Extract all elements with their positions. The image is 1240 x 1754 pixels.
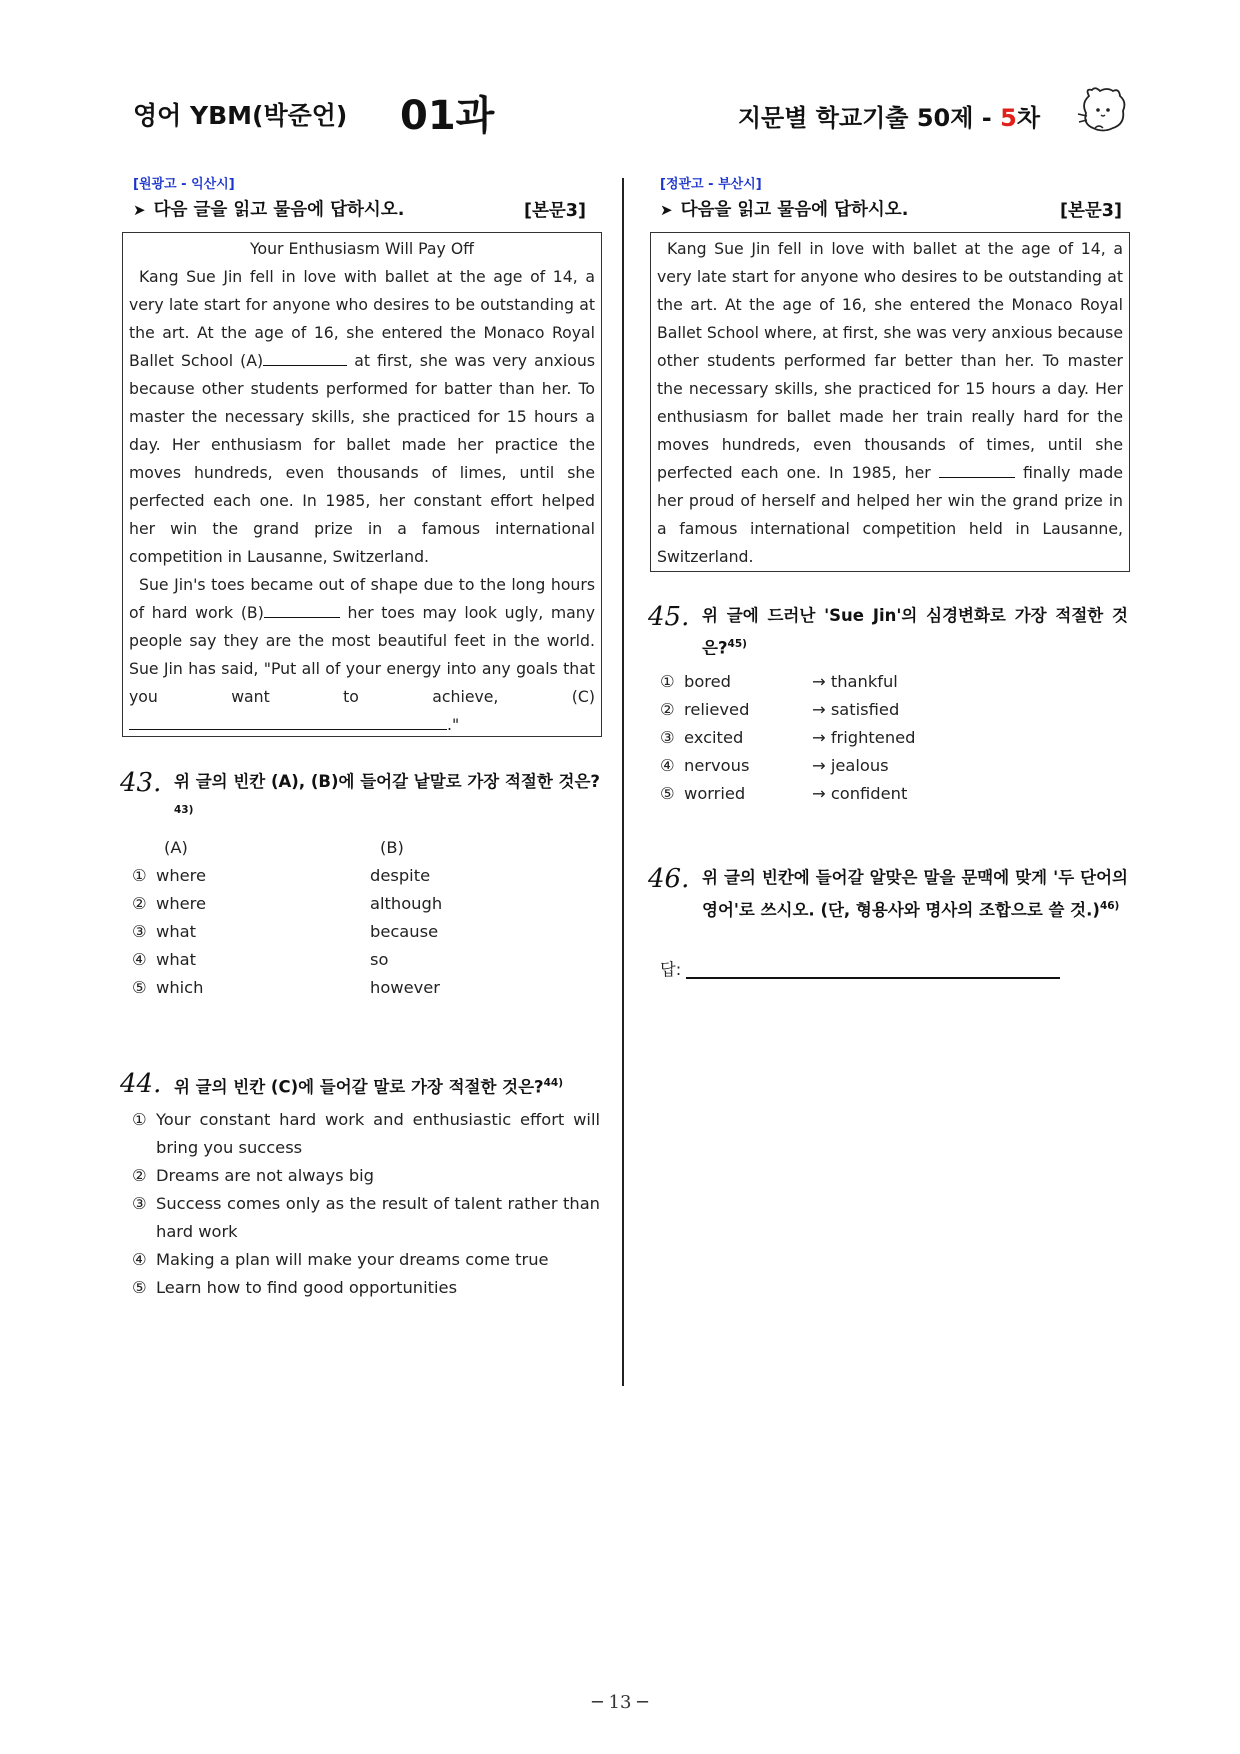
option-item[interactable] [132, 1246, 600, 1274]
mascot-icon [1075, 84, 1131, 136]
option-number: ③ [132, 1194, 147, 1213]
option-number: ⑤ [132, 978, 147, 997]
option-b: → confident [812, 784, 908, 803]
q44-options [132, 1106, 600, 1302]
q45-options [660, 668, 1060, 808]
footnote-mark: 45) [727, 638, 747, 650]
series-title [738, 98, 1040, 133]
series-prefix: 지문별 학교기출 50제 - [737, 104, 1001, 132]
option-item[interactable] [132, 1106, 600, 1162]
passage-text: finally made her proud of herself and helped her win the grand prize in a famous international competition held in Lausanne, Switzerland. [657, 463, 1123, 566]
option-b: → jealous [812, 756, 889, 775]
option-a: worried [684, 784, 746, 803]
option-number: ② [132, 894, 147, 913]
option-b: however [370, 978, 440, 997]
option-b: despite [370, 866, 431, 885]
subject-title: 영어 YBM(박준언) [133, 101, 348, 130]
option-number: ③ [132, 922, 147, 941]
right-ref: [본문3] [1060, 201, 1122, 221]
arrow-icon: ➤ [660, 201, 673, 219]
option-text: Making a plan will make your dreams come true [156, 1250, 549, 1269]
option-text: Dreams are not always big [156, 1166, 375, 1185]
blank-b [264, 601, 340, 618]
right-passage [650, 232, 1130, 572]
option-item[interactable] [132, 918, 572, 946]
option-b: because [370, 922, 439, 941]
series-suffix: 차 [1016, 104, 1040, 132]
option-b: → frightened [812, 728, 916, 747]
option-item[interactable] [660, 668, 1060, 696]
q43-options [132, 862, 572, 1002]
question-text [174, 768, 600, 829]
question-text-body: 위 글의 빈칸 (A), (B)에 들어갈 낱말로 가장 적절한 것은? [174, 772, 600, 791]
question-text-body: 위 글의 빈칸에 들어갈 알맞은 말을 문맥에 맞게 '두 단어의 영어'로 쓰시오. (단, 형용사와 명사의 조합으로 쓸 것.) [702, 868, 1128, 920]
right-instruction-text: 다음을 읽고 물음에 답하시오. [680, 200, 909, 220]
option-item[interactable] [132, 1190, 600, 1246]
question-46 [648, 864, 1128, 925]
option-number: ④ [660, 756, 675, 775]
option-number: ② [660, 700, 675, 719]
page-number: ─ 13 ─ [591, 1692, 649, 1713]
question-text [174, 1069, 600, 1102]
option-item[interactable] [660, 724, 1060, 752]
left-instruction [133, 196, 404, 221]
option-item[interactable] [132, 862, 572, 890]
question-number: 43. [120, 768, 162, 798]
passage-text: Kang Sue Jin fell in love with ballet at the age of 14, a very late start for anyone who desires to be outstanding at the art. At the age of 16, she entered the Monaco Royal Ballet School where, at first, she was very anxious because other students performed far better than her. To master the necessary skills, she practiced for 15 hours a day. Her enthusiasm for ballet made her train really hard for the moves hundreds, even thousands of times, until she perfected each one. In 1985, her [657, 239, 1124, 482]
footnote-mark: 44) [543, 1077, 564, 1089]
lesson-number: 01과 [400, 93, 495, 139]
option-item[interactable] [132, 890, 572, 918]
left-instruction-text: 다음 글을 읽고 물음에 답하시오. [153, 200, 405, 220]
option-number: ④ [132, 950, 147, 969]
option-item[interactable] [660, 780, 1060, 808]
option-number: ① [660, 672, 675, 691]
arrow-icon: ➤ [133, 201, 146, 219]
passage-text: Sue Jin's toes became out of shape due to the long hours of hard work (B) [129, 575, 595, 622]
answer-line[interactable] [686, 977, 1060, 979]
question-text-body: 위 글에 드러난 'Sue Jin'의 심경변화로 가장 적절한 것은? [702, 606, 1128, 658]
question-number: 46. [648, 864, 690, 894]
answer-label: 답: [660, 960, 682, 979]
question-text [702, 602, 1128, 663]
option-b: although [370, 894, 443, 913]
option-item[interactable] [132, 974, 572, 1002]
option-number: ④ [132, 1250, 147, 1269]
option-a: nervous [684, 756, 750, 775]
option-number: ⑤ [660, 784, 675, 803]
option-b: so [370, 950, 389, 969]
option-item[interactable] [660, 752, 1060, 780]
option-number: ② [132, 1166, 147, 1185]
left-ref: [본문3] [524, 201, 586, 221]
option-a: where [156, 894, 207, 913]
option-text: Success comes only as the result of talent rather than hard work [156, 1194, 600, 1241]
series-number: 5 [1000, 104, 1017, 132]
passage-title: Your Enthusiasm Will Pay Off [250, 239, 474, 258]
option-a: relieved [684, 700, 750, 719]
left-source: [원광고 - 익산시] [133, 177, 235, 192]
blank-c [129, 713, 447, 730]
option-number: ⑤ [132, 1278, 147, 1297]
question-number: 44. [120, 1069, 162, 1099]
q43-col-a-header: (A) [164, 838, 188, 857]
option-a: where [156, 866, 207, 885]
option-a: which [156, 978, 204, 997]
question-number: 45. [648, 602, 690, 632]
question-45 [648, 602, 1128, 663]
passage-text: at first, she was very anxious because other students performed for batter than her. To master the necessary skills, she practiced for 15 hours a day. Her enthusiasm for ballet made her practice the moves hundreds, even thousands of limes, until she perfected each one. In 1985, her constant effort helped her win the grand prize in a famous international competition in Lausanne, Switzerland. [129, 351, 596, 566]
option-a: excited [684, 728, 744, 747]
question-43 [120, 768, 600, 829]
option-number: ① [132, 1110, 147, 1129]
passage-paragraph [129, 571, 595, 739]
passage-paragraph [657, 235, 1123, 571]
question-text [702, 864, 1128, 925]
option-item[interactable] [132, 1274, 600, 1302]
q43-col-b-header: (B) [380, 838, 404, 857]
column-divider [622, 178, 624, 1386]
passage-text: her toes may look ugly, many people say they are the most beautiful feet in the world. Sue Jin has said, "Put all of your energy into any goals that you want to achieve, (C) [129, 603, 595, 706]
option-b: → satisfied [812, 700, 900, 719]
option-text: Learn how to find good opportunities [156, 1278, 458, 1297]
footnote-mark: 46) [1099, 900, 1120, 912]
option-a: what [156, 922, 196, 941]
right-instruction [660, 196, 908, 221]
question-44 [120, 1069, 600, 1102]
blank [939, 461, 1015, 478]
right-source: [정관고 - 부산시] [660, 177, 762, 192]
option-text: Your constant hard work and enthusiastic effort will bring you success [156, 1110, 600, 1157]
passage-text: Kang Sue Jin fell in love with ballet at the age of 14, a very late start for anyone who desires to be outstanding at the art. At the age of 16, she entered the Monaco Royal Ballet School (A) [129, 267, 595, 370]
option-a: what [156, 950, 196, 969]
footnote-mark: 43) [174, 804, 194, 816]
option-b: → thankful [812, 672, 898, 691]
question-text-body: 위 글의 빈칸 (C)에 들어갈 말로 가장 적절한 것은? [174, 1077, 544, 1097]
option-item[interactable] [132, 1162, 600, 1190]
option-number: ③ [660, 728, 675, 747]
option-item[interactable] [132, 946, 572, 974]
option-item[interactable] [660, 696, 1060, 724]
passage-text: ." [447, 715, 460, 734]
passage-paragraph [129, 263, 595, 571]
option-number: ① [132, 866, 147, 885]
left-passage [122, 232, 602, 737]
option-a: bored [684, 672, 731, 691]
blank-a [263, 349, 347, 366]
